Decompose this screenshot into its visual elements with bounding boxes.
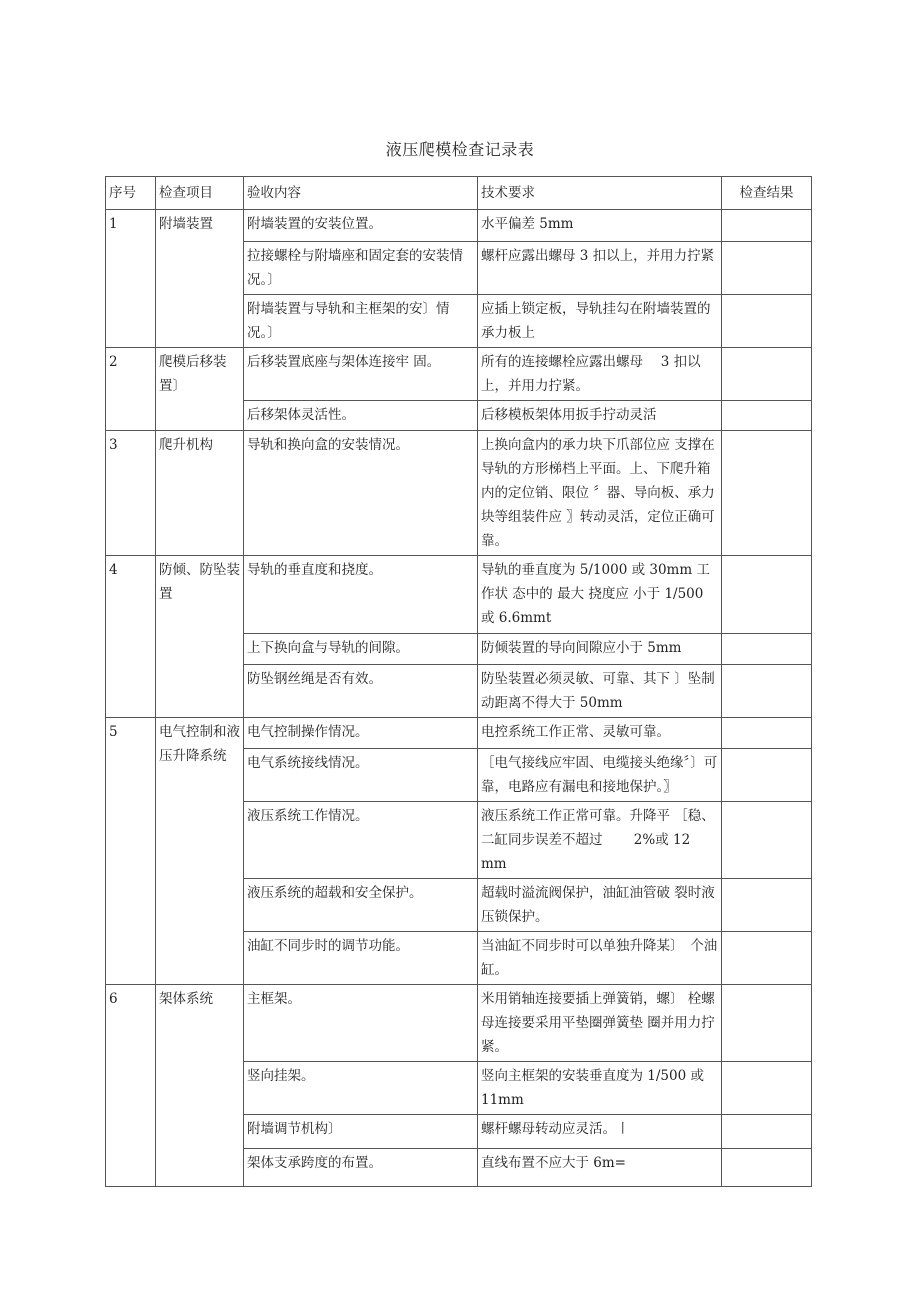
row-number: 2 <box>106 348 156 431</box>
technical-requirement: 所有的连接螺栓应露出螺母 3 扣以上，并用力拧紧。 <box>478 348 722 401</box>
technical-requirement: 直线布置不应大于 6m= <box>478 1149 722 1187</box>
inspection-result-cell[interactable] <box>722 431 812 556</box>
technical-requirement: ［电气接线应牢固、电缆接头绝缘〞〕可靠，电路应有漏电和接地保护。〗 <box>478 749 722 802</box>
inspection-result-cell[interactable] <box>722 1115 812 1149</box>
acceptance-content: 主框架。 <box>244 985 478 1062</box>
inspection-result-cell[interactable] <box>722 401 812 431</box>
technical-requirement: 防坠装置必须灵敏、可靠、其下 〕坠制动距离不得大于 50mm <box>478 665 722 718</box>
inspection-table <box>105 176 812 1187</box>
inspection-result-cell[interactable] <box>722 718 812 749</box>
inspection-result-cell[interactable] <box>722 634 812 665</box>
header-cell: 技术要求 <box>478 177 722 210</box>
technical-requirement: 导轨的垂直度为 5/1000 或 30mm 工作状 态中的 最大 挠度应 小于 1/500 或 6.6mmt <box>478 556 722 634</box>
technical-requirement: 螺杆应露出螺母 3 扣以上，并用力拧紧 <box>478 242 722 295</box>
inspection-result-cell[interactable] <box>722 879 812 932</box>
technical-requirement: 米用销轴连接要插上弹簧销，螺〕 栓螺母连接要采用平垫圈弹簧垫 圈并用力拧紧。 <box>478 985 722 1062</box>
header-cell: 序号 <box>106 177 156 210</box>
acceptance-content: 附墙调节机构〕 <box>244 1115 478 1149</box>
row-number: 3 <box>106 431 156 556</box>
table-row <box>106 348 812 401</box>
technical-requirement: 超载时溢流阀保护，油缸油管破 裂时液压锁保护。 <box>478 879 722 932</box>
table-row <box>106 431 812 556</box>
inspection-result-cell[interactable] <box>722 556 812 634</box>
acceptance-content: 拉接螺栓与附墙座和固定套的安装情况。〕 <box>244 242 478 295</box>
inspection-result-cell[interactable] <box>722 985 812 1062</box>
inspection-result-cell[interactable] <box>722 348 812 401</box>
acceptance-content: 油缸不同步时的调节功能。 <box>244 932 478 985</box>
row-number: 5 <box>106 718 156 985</box>
table-row <box>106 718 812 749</box>
acceptance-content: 后移装置底座与架体连接牢 固。 <box>244 348 478 401</box>
header-row <box>106 177 812 210</box>
inspection-result-cell[interactable] <box>722 242 812 295</box>
acceptance-content: 上下换向盒与导轨的间隙。 <box>244 634 478 665</box>
technical-requirement: 后移模板架体用扳手拧动灵活 <box>478 401 722 431</box>
acceptance-content: 导轨和换向盒的安装情况。 <box>244 431 478 556</box>
table-row <box>106 985 812 1062</box>
row-number: 6 <box>106 985 156 1187</box>
row-number: 4 <box>106 556 156 718</box>
header-cell: 验收内容 <box>244 177 478 210</box>
inspection-result-cell[interactable] <box>722 802 812 879</box>
inspection-result-cell[interactable] <box>722 665 812 718</box>
technical-requirement: 水平偏差 5mm <box>478 210 722 242</box>
page-title: 液压爬模检查记录表 <box>385 140 535 159</box>
acceptance-content: 液压系统工作情况。 <box>244 802 478 879</box>
table-body <box>106 210 812 1187</box>
header-cell: 检查项目 <box>156 177 244 210</box>
technical-requirement: 螺杆螺母转动应灵活。〡 <box>478 1115 722 1149</box>
inspection-result-cell[interactable] <box>722 295 812 348</box>
inspection-result-cell[interactable] <box>722 1149 812 1187</box>
inspection-result-cell[interactable] <box>722 932 812 985</box>
table-row <box>106 556 812 634</box>
technical-requirement: 上换向盒内的承力块下爪部位应 支撑在导轨的方形梯档上平面。上、下爬升箱内的定位销、限位 〞器、导向板、承力块等组装件应 〗转动灵活，定位正确可靠。 <box>478 431 722 556</box>
acceptance-content: 导轨的垂直度和挠度。 <box>244 556 478 634</box>
acceptance-content: 电气系统接线情况。 <box>244 749 478 802</box>
acceptance-content: 后移架体灵活性。 <box>244 401 478 431</box>
inspection-item: 防倾、防坠装置 <box>156 556 244 718</box>
inspection-result-cell[interactable] <box>722 749 812 802</box>
inspection-result-cell[interactable] <box>722 1062 812 1115</box>
header-cell: 检查结果 <box>722 177 812 210</box>
table-row <box>106 210 812 242</box>
acceptance-content: 液压系统的超载和安全保护。 <box>244 879 478 932</box>
inspection-item: 爬模后移装置〕 <box>156 348 244 431</box>
acceptance-content: 架体支承跨度的布置。 <box>244 1149 478 1187</box>
inspection-item: 附墙装置 <box>156 210 244 348</box>
inspection-item: 电气控制和液压升降系统 <box>156 718 244 985</box>
acceptance-content: 附墙装置与导轨和主框架的安〕情况。〕 <box>244 295 478 348</box>
technical-requirement: 应插上锁定板，导轨挂勾在附墙装置的承力板上 <box>478 295 722 348</box>
technical-requirement: 液压系统工作正常可靠。升降平 ［稳、二缸同步误差不超过 2%或 12 mm <box>478 802 722 879</box>
technical-requirement: 当油缸不同步时可以单独升降某〕 个油缸。 <box>478 932 722 985</box>
acceptance-content: 竖向挂架。 <box>244 1062 478 1115</box>
technical-requirement: 防倾装置的导向间隙应小于 5mm <box>478 634 722 665</box>
acceptance-content: 防坠钢丝绳是否有效。 <box>244 665 478 718</box>
acceptance-content: 附墙装置的安装位置。 <box>244 210 478 242</box>
inspection-result-cell[interactable] <box>722 210 812 242</box>
technical-requirement: 电控系统工作正常、灵敏可靠。 <box>478 718 722 749</box>
technical-requirement: 竖向主框架的安装垂直度为 1/500 或 11mm <box>478 1062 722 1115</box>
inspection-item: 爬升机构 <box>156 431 244 556</box>
acceptance-content: 电气控制操作情况。 <box>244 718 478 749</box>
inspection-item: 架体系统 <box>156 985 244 1187</box>
row-number: 1 <box>106 210 156 348</box>
